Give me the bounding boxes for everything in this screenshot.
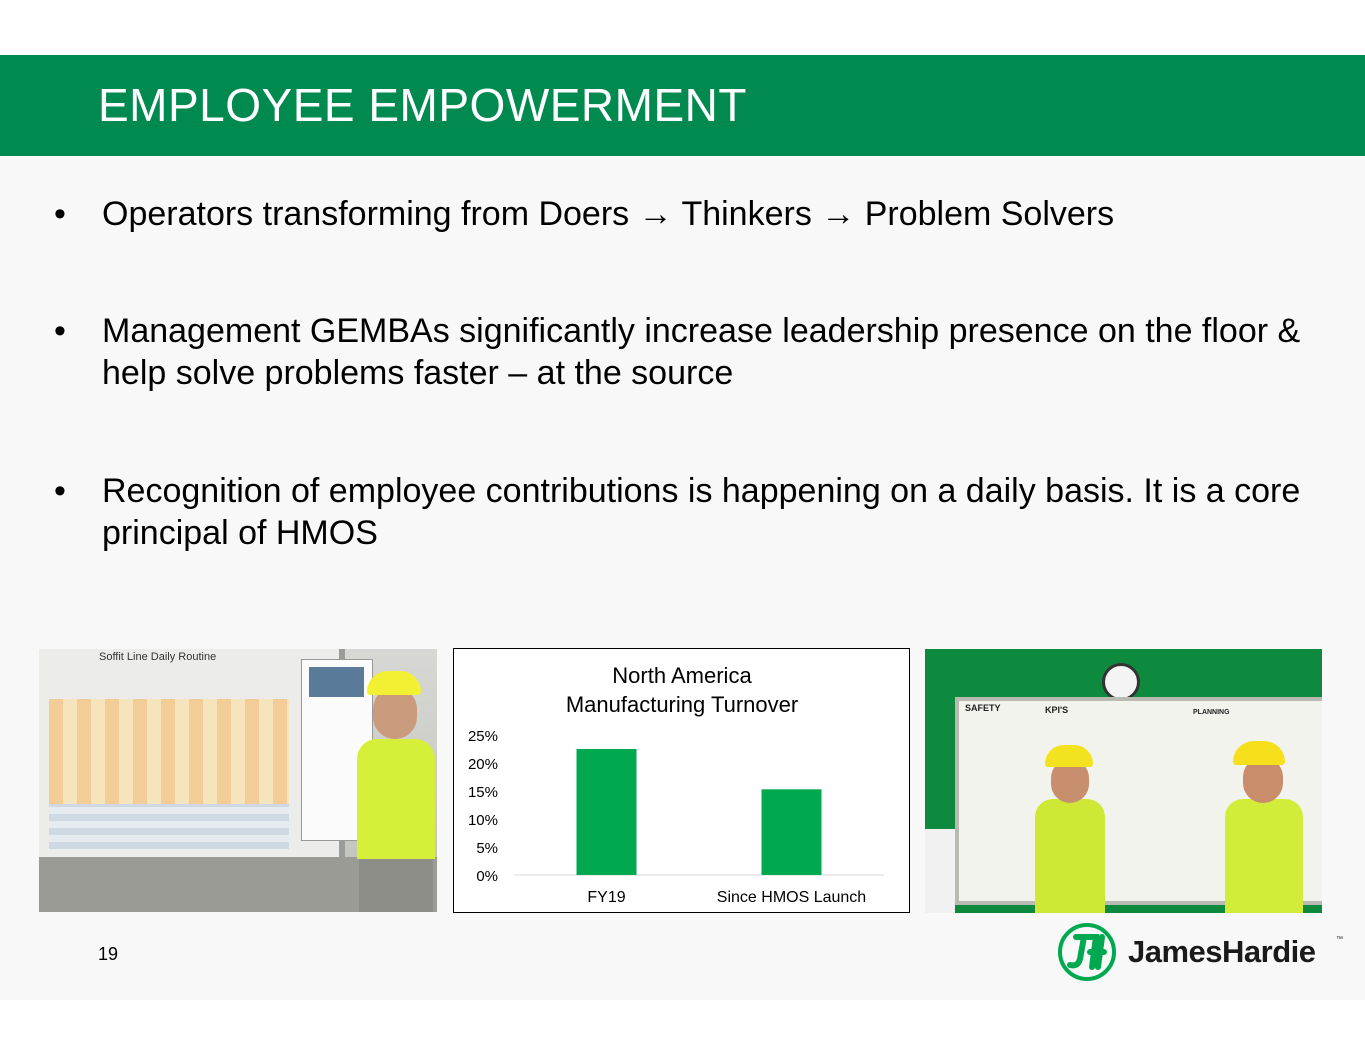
person-legs <box>359 854 433 912</box>
board-label-kpis: KPI'S <box>1045 705 1069 715</box>
bullet-marker: • <box>54 195 66 233</box>
poster-image <box>309 667 364 697</box>
y-tick-label: 25% <box>467 728 498 745</box>
y-tick-label: 0% <box>476 868 498 885</box>
board-grid <box>49 699 289 804</box>
hard-hat-icon <box>1045 745 1093 767</box>
board-title: Soffit Line Daily Routine <box>99 651 217 663</box>
photo-daily-routine-board <box>39 649 437 912</box>
y-axis-ticks <box>468 728 498 885</box>
bullet-text: Operators transforming from Doers → Thinkers → Problem Solvers <box>102 195 1115 233</box>
bin <box>925 829 955 913</box>
bullet-text: Management GEMBAs significantly increase leadership presence on the floor & help solve problems faster – at the source <box>102 312 1301 392</box>
page-number: 19 <box>98 944 119 964</box>
board-label-safety: SAFETY <box>965 703 1001 713</box>
bottom-margin <box>0 1000 1365 1055</box>
y-tick-label: 10% <box>467 812 498 829</box>
jh-logo-icon <box>1058 923 1116 981</box>
y-tick-label: 5% <box>476 840 498 857</box>
logo-text: JamesHardie <box>1128 934 1316 969</box>
x-axis-labels <box>587 889 866 906</box>
worker-safety-vest <box>1225 799 1303 913</box>
hard-hat-icon <box>1233 741 1285 765</box>
bars <box>577 749 822 875</box>
bullet-marker: • <box>54 472 66 510</box>
worker-safety-vest <box>1035 799 1105 913</box>
turnover-chart <box>453 648 910 913</box>
top-margin <box>0 0 1365 55</box>
y-tick-label: 15% <box>467 784 498 801</box>
bar-fy19 <box>577 749 637 875</box>
chart-title-line-2: Manufacturing Turnover <box>565 692 799 717</box>
y-tick-label: 20% <box>467 756 498 773</box>
x-tick-label: FY19 <box>587 889 626 906</box>
bullet-marker: • <box>54 312 66 350</box>
person-safety-vest <box>357 739 435 859</box>
x-tick-label: Since HMOS Launch <box>716 889 867 906</box>
photo-kpi-board <box>925 649 1322 913</box>
james-hardie-logo <box>1058 920 1348 984</box>
logo-trademark: ™ <box>1336 936 1343 943</box>
clock-icon <box>1102 663 1140 701</box>
hard-hat-icon <box>367 671 421 695</box>
board-label-planning: PLANNING <box>1193 709 1230 716</box>
chart-svg <box>454 649 911 914</box>
bar-since-hmos-launch <box>762 789 822 875</box>
chart-title-line-1: North America <box>612 663 752 688</box>
board-table <box>49 804 289 849</box>
slide-title: EMPLOYEE EMPOWERMENT <box>98 79 747 131</box>
bullet-text: Recognition of employee contributions is happening on a daily basis. It is a core principal of HMOS <box>102 472 1301 552</box>
